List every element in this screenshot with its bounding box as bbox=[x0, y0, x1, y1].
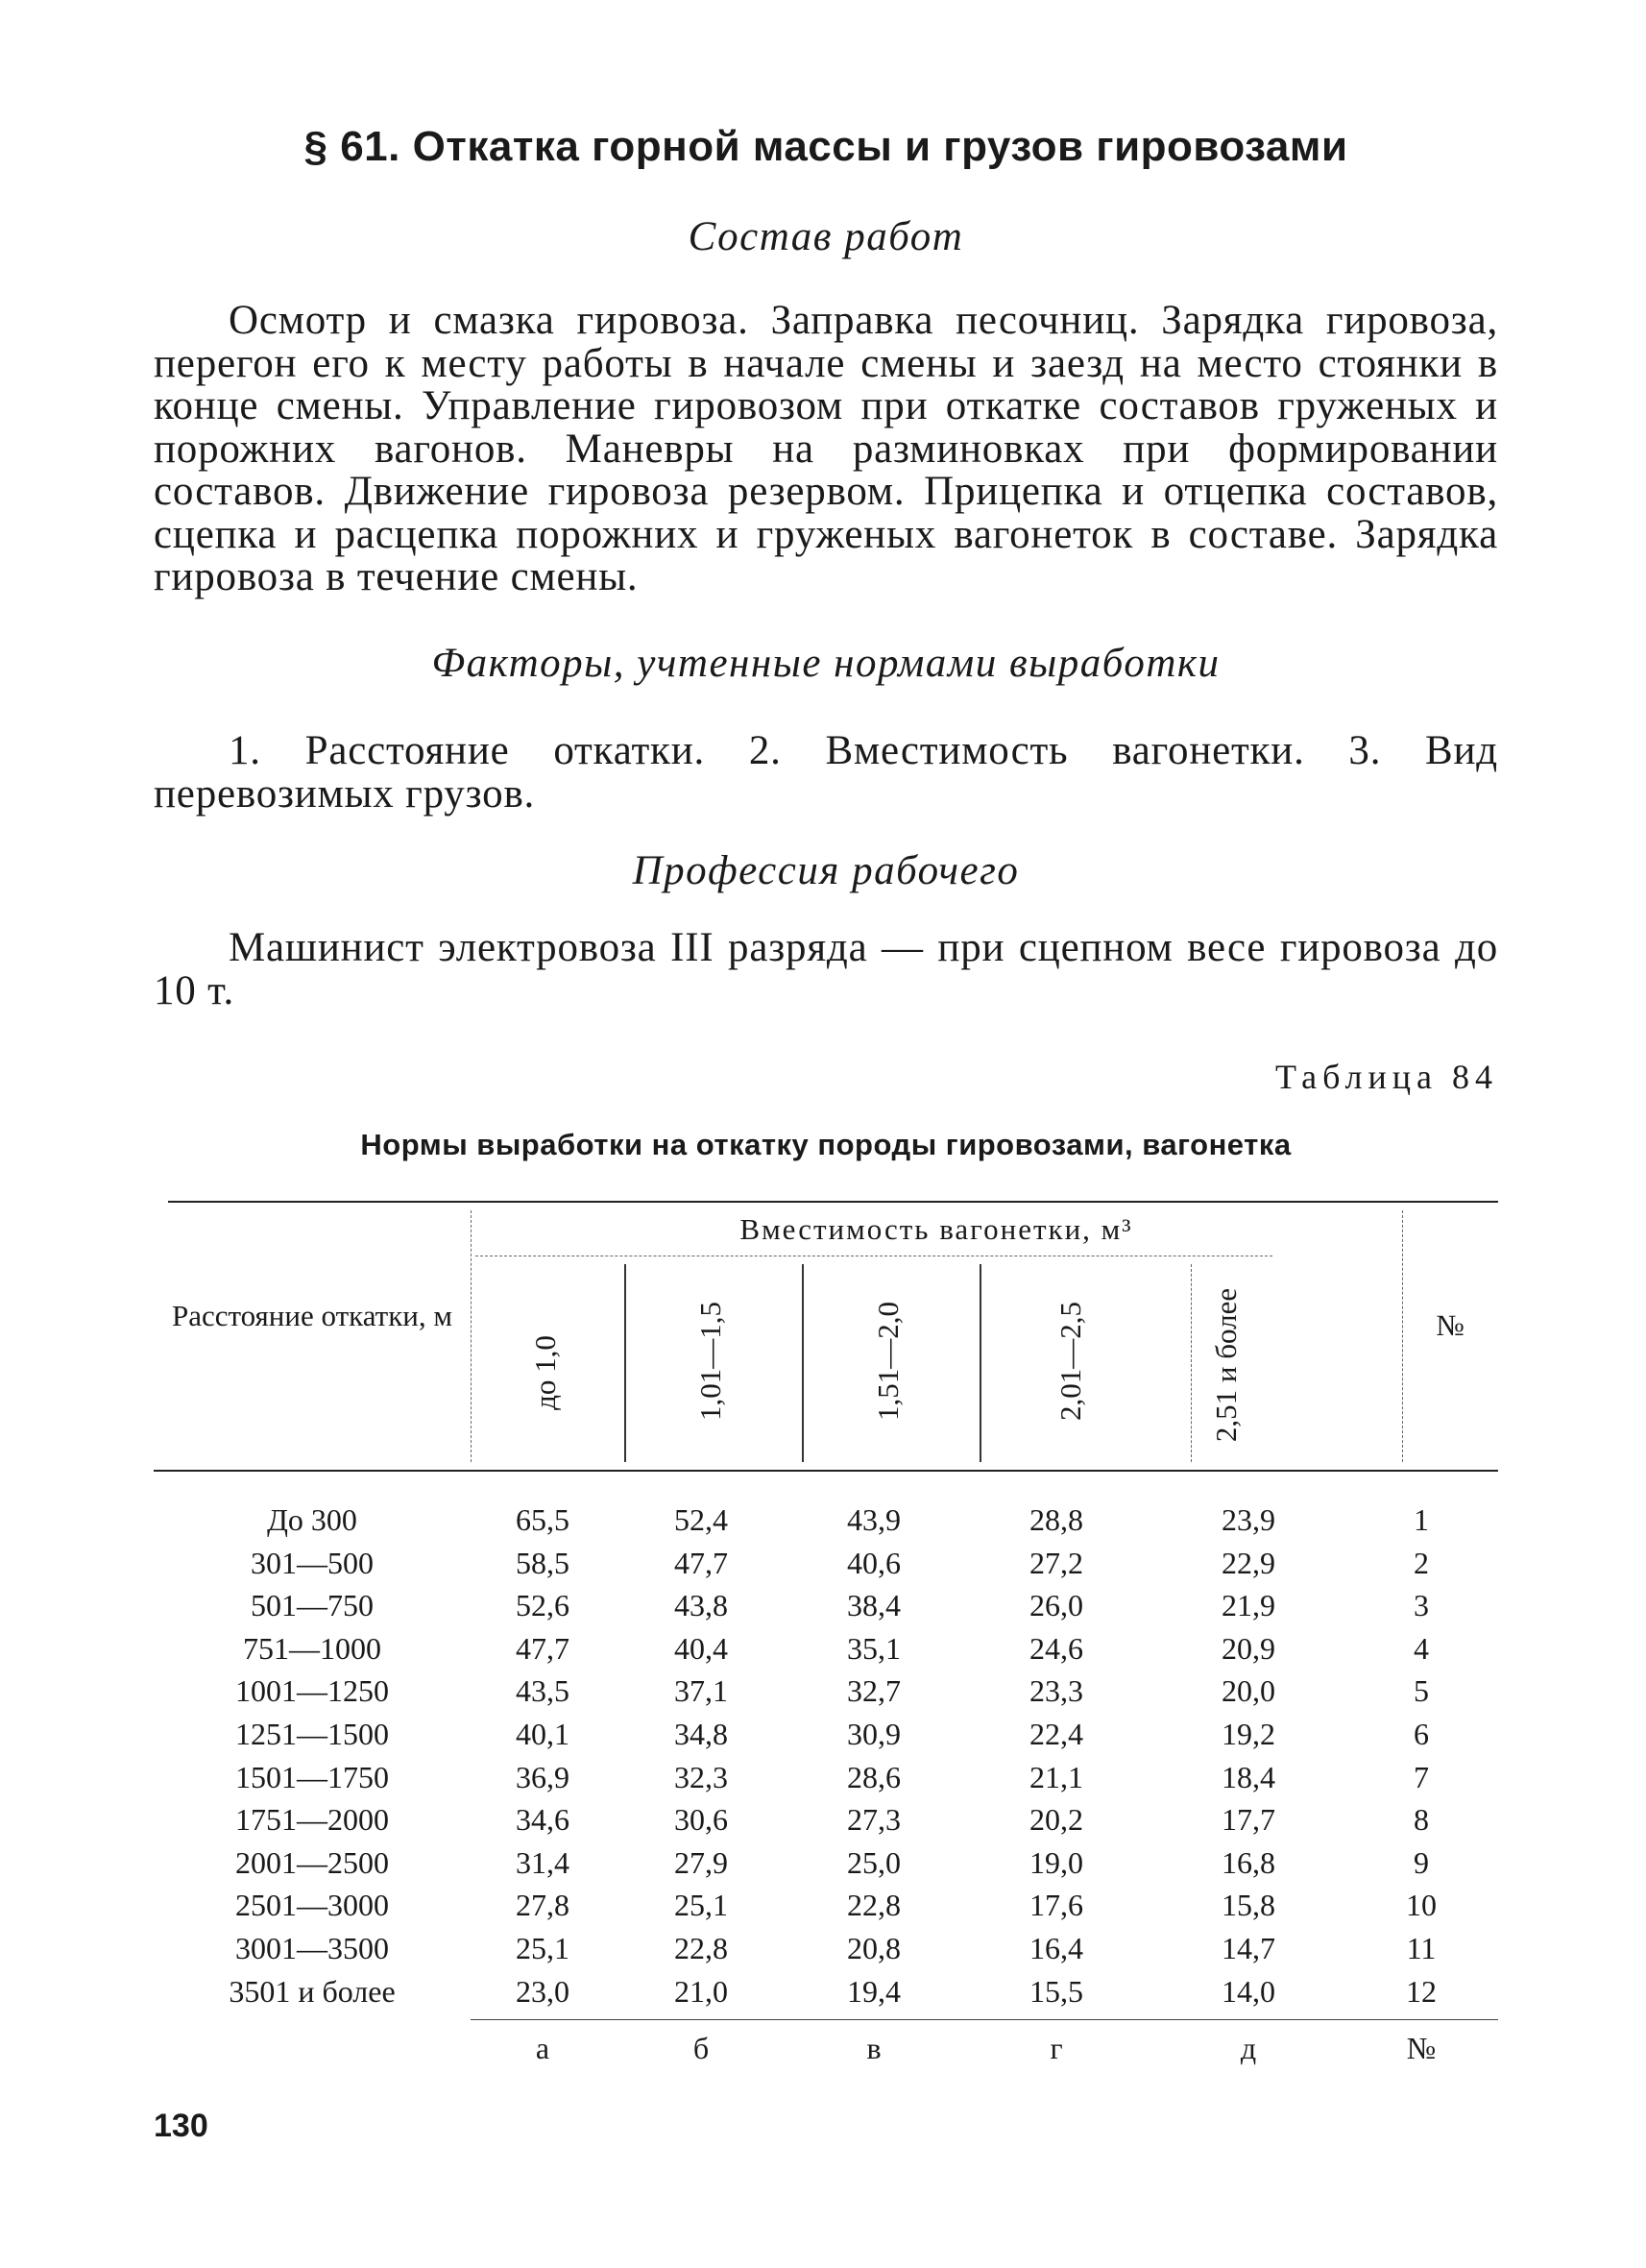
cell-v: 40,6 bbox=[847, 1545, 901, 1580]
table-top-rule bbox=[168, 1201, 1498, 1203]
cell-n: 4 bbox=[1414, 1630, 1429, 1666]
cell-a: 43,5 bbox=[516, 1673, 569, 1709]
work-heading: Состав работ bbox=[688, 214, 964, 259]
cell-b: 37,1 bbox=[674, 1673, 728, 1709]
cell-n: 10 bbox=[1406, 1888, 1437, 1923]
cell-a: 47,7 bbox=[516, 1630, 569, 1666]
cell-d: 16,8 bbox=[1222, 1844, 1275, 1880]
profession-text: Машинист электровоза III разряда — при сцепном весе гировоза до 10 т. bbox=[154, 925, 1498, 1013]
table-footer-row bbox=[154, 2027, 1498, 2069]
header-bottom-rule bbox=[154, 1470, 1498, 1472]
cell-g: 23,3 bbox=[1029, 1673, 1083, 1709]
cell-b: 32,3 bbox=[674, 1759, 728, 1794]
cell-d: 20,0 bbox=[1222, 1673, 1275, 1709]
cell-a: 31,4 bbox=[516, 1844, 569, 1880]
cell-b: 43,8 bbox=[674, 1588, 728, 1623]
cell-n: 11 bbox=[1406, 1931, 1437, 1965]
profession-heading: Профессия рабочего bbox=[632, 848, 1020, 893]
cell-g: 24,6 bbox=[1029, 1630, 1083, 1666]
footer-v: в bbox=[866, 2031, 882, 2065]
cell-a: 65,5 bbox=[516, 1502, 569, 1537]
cell-n: 9 bbox=[1414, 1844, 1429, 1880]
cell-v: 35,1 bbox=[847, 1630, 901, 1666]
header-divider bbox=[802, 1264, 804, 1462]
table-row bbox=[154, 1841, 1498, 1885]
cell-v: 43,9 bbox=[847, 1502, 901, 1537]
cell-a: 58,5 bbox=[516, 1545, 569, 1580]
table-row bbox=[154, 1499, 1498, 1542]
cell-v: 25,0 bbox=[847, 1844, 901, 1880]
factors-heading: Факторы, учтенные нормами выработки bbox=[431, 641, 1221, 686]
footer-a: а bbox=[535, 2031, 550, 2065]
col-g-header: 2,01—2,5 bbox=[1053, 1302, 1087, 1421]
table-row bbox=[154, 1798, 1498, 1841]
cell-b: 21,0 bbox=[674, 1973, 728, 2009]
cell-g: 15,5 bbox=[1029, 1973, 1083, 2009]
cell-v: 27,3 bbox=[847, 1802, 901, 1838]
header-divider bbox=[471, 1210, 472, 1462]
cell-dist: 1501—1750 bbox=[235, 1759, 389, 1794]
footer-d: д bbox=[1240, 2031, 1257, 2065]
header-divider bbox=[980, 1264, 981, 1462]
cell-d: 14,0 bbox=[1222, 1973, 1275, 2009]
cell-d: 14,7 bbox=[1222, 1931, 1275, 1965]
cell-b: 22,8 bbox=[674, 1931, 728, 1965]
cell-a: 36,9 bbox=[516, 1759, 569, 1794]
table-row bbox=[154, 1670, 1498, 1713]
header-divider bbox=[1191, 1264, 1192, 1462]
cell-d: 17,7 bbox=[1222, 1802, 1275, 1838]
cell-dist: 1751—2000 bbox=[235, 1802, 389, 1838]
cell-dist: 3001—3500 bbox=[235, 1931, 389, 1965]
table-row bbox=[154, 1756, 1498, 1799]
cell-b: 40,4 bbox=[674, 1630, 728, 1666]
capacity-group-header: Вместимость вагонетки, м³ bbox=[739, 1212, 1133, 1246]
cell-v: 28,6 bbox=[847, 1759, 901, 1794]
cell-a: 25,1 bbox=[516, 1931, 569, 1965]
cell-v: 22,8 bbox=[847, 1888, 901, 1923]
footer-g: г bbox=[1050, 2031, 1063, 2065]
page-number: 130 bbox=[154, 2108, 208, 2144]
section-title: § 61. Откатка горной массы и грузов гировозами bbox=[303, 123, 1348, 170]
col-number-header: № bbox=[1436, 1308, 1464, 1342]
cell-a: 52,6 bbox=[516, 1588, 569, 1623]
cell-d: 20,9 bbox=[1222, 1630, 1275, 1666]
cell-g: 19,0 bbox=[1029, 1844, 1083, 1880]
cell-dist: 501—750 bbox=[251, 1588, 374, 1623]
cell-g: 16,4 bbox=[1029, 1931, 1083, 1965]
cell-n: 12 bbox=[1406, 1973, 1437, 2009]
cell-v: 30,9 bbox=[847, 1717, 901, 1751]
cell-a: 27,8 bbox=[516, 1888, 569, 1923]
table-row bbox=[154, 1884, 1498, 1927]
table-row bbox=[154, 1627, 1498, 1671]
table-row bbox=[154, 1970, 1498, 2013]
cell-dist: До 300 bbox=[267, 1502, 357, 1537]
cell-n: 3 bbox=[1414, 1588, 1429, 1623]
table-bottom-rule bbox=[471, 2019, 1498, 2020]
cell-dist: 1001—1250 bbox=[235, 1673, 389, 1709]
cell-n: 2 bbox=[1414, 1545, 1429, 1580]
cell-n: 6 bbox=[1414, 1717, 1429, 1751]
cell-dist: 751—1000 bbox=[243, 1630, 381, 1666]
header-divider bbox=[624, 1264, 626, 1462]
cell-d: 15,8 bbox=[1222, 1888, 1275, 1923]
cell-dist: 3501 и более bbox=[229, 1973, 396, 2009]
cell-g: 27,2 bbox=[1029, 1545, 1083, 1580]
cell-dist: 2501—3000 bbox=[235, 1888, 389, 1923]
cell-a: 40,1 bbox=[516, 1717, 569, 1751]
cell-n: 7 bbox=[1414, 1759, 1429, 1794]
cell-n: 1 bbox=[1414, 1502, 1429, 1537]
cell-d: 23,9 bbox=[1222, 1502, 1275, 1537]
cell-n: 5 bbox=[1414, 1673, 1429, 1709]
cell-v: 32,7 bbox=[847, 1673, 901, 1709]
cell-b: 27,9 bbox=[674, 1844, 728, 1880]
cell-v: 19,4 bbox=[847, 1973, 901, 2009]
factors-text: 1. Расстояние откатки. 2. Вместимость вагонетки. 3. Вид перевозимых грузов. bbox=[154, 728, 1498, 817]
cell-dist: 2001—2500 bbox=[235, 1844, 389, 1880]
cell-d: 19,2 bbox=[1222, 1717, 1275, 1751]
cell-g: 22,4 bbox=[1029, 1717, 1083, 1751]
col-d-header: 2,51 и более bbox=[1209, 1287, 1243, 1443]
cell-a: 34,6 bbox=[516, 1802, 569, 1838]
cell-v: 38,4 bbox=[847, 1588, 901, 1623]
work-text: Осмотр и смазка гировоза. Заправка песочниц. Зарядка гировоза, перегон его к месту работы в начале смены и заезд на место стоянки в конце смены. Управление гировозом при откатке составов груженых и порожних вагонов. Маневры на разминовках при формировании составов. Движение гировоза резервом. Прицепка и отцепка составов, сцепка и расцепка порожних и груженых вагонеток в составе. Зарядка гировоза в течение смены. bbox=[154, 298, 1498, 599]
cell-d: 22,9 bbox=[1222, 1545, 1275, 1580]
cell-v: 20,8 bbox=[847, 1931, 901, 1965]
cell-g: 26,0 bbox=[1029, 1588, 1083, 1623]
table-row bbox=[154, 1927, 1498, 1970]
cell-dist: 301—500 bbox=[251, 1545, 374, 1580]
cell-d: 18,4 bbox=[1222, 1759, 1275, 1794]
cell-g: 21,1 bbox=[1029, 1759, 1083, 1794]
cell-g: 17,6 bbox=[1029, 1888, 1083, 1923]
table-title: Нормы выработки на откатку породы гировозами, вагонетка bbox=[360, 1128, 1292, 1161]
cell-n: 8 bbox=[1414, 1802, 1429, 1838]
table-row bbox=[154, 1584, 1498, 1627]
col-distance-header: Расстояние откатки, м bbox=[171, 1299, 453, 1332]
cell-g: 20,2 bbox=[1029, 1802, 1083, 1838]
cell-d: 21,9 bbox=[1222, 1588, 1275, 1623]
col-b-header: 1,01—1,5 bbox=[693, 1302, 727, 1421]
cell-b: 52,4 bbox=[674, 1502, 728, 1537]
cell-g: 28,8 bbox=[1029, 1502, 1083, 1537]
cell-a: 23,0 bbox=[516, 1973, 569, 2009]
cell-b: 47,7 bbox=[674, 1545, 728, 1580]
col-a-header: до 1,0 bbox=[528, 1335, 562, 1410]
cell-b: 34,8 bbox=[674, 1717, 728, 1751]
cell-b: 25,1 bbox=[674, 1888, 728, 1923]
cell-b: 30,6 bbox=[674, 1802, 728, 1838]
footer-b: б bbox=[692, 2031, 710, 2065]
col-v-header: 1,51—2,0 bbox=[871, 1302, 905, 1421]
table-label: Таблица 84 bbox=[1275, 1058, 1498, 1096]
footer-n: № bbox=[1406, 2031, 1437, 2065]
table-row bbox=[154, 1713, 1498, 1756]
table-row bbox=[154, 1542, 1498, 1585]
cell-dist: 1251—1500 bbox=[235, 1717, 389, 1751]
